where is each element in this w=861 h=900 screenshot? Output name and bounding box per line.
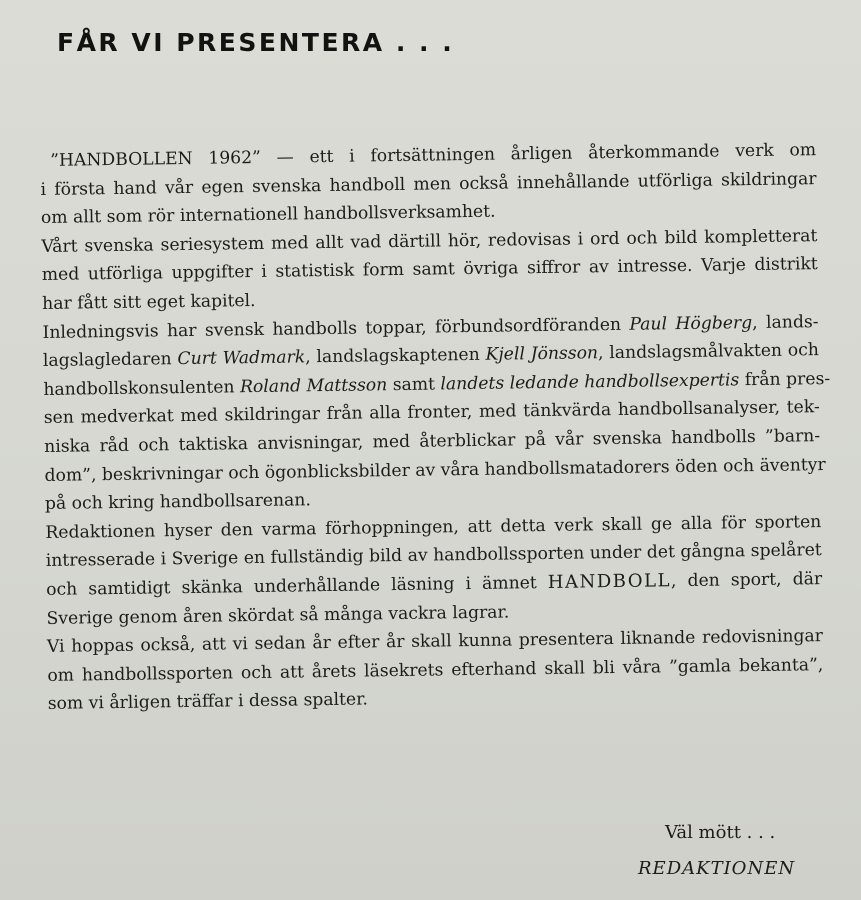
text-line: Sverige genom åren skördat så många vackra lagrar.	[46, 601, 510, 629]
text-line: om allt som rör internationell handbollsverksamhet.	[40, 201, 496, 229]
text-line: intresserade i Sverige en fullständig bild av handbollssporten under det gångna spelåret	[45, 540, 822, 572]
text-segment: , lands-	[752, 311, 819, 333]
text-line: sen medverkat med skildringar från alla fronter, med tänkvärda handbollsanalyser, tek-	[43, 397, 820, 429]
text-line: som vi årligen träffar i dessa spalter.	[47, 689, 369, 715]
text-line: på och kring handbollsarenan.	[44, 490, 312, 515]
text-line: om handbollssporten och att årets läsekrets efterhand skall bli våra ”gamla bekanta”,	[47, 654, 824, 686]
closing-greeting: Väl mött . . .	[665, 822, 776, 843]
body-text	[40, 136, 831, 719]
page-heading: FÅR VI PRESENTERA . . .	[57, 28, 455, 57]
closing-signature: REDAKTIONEN	[638, 858, 796, 879]
text-line: med utförliga uppgifter i statistisk form samt övriga siffror av intresse. Varje distrikt	[41, 254, 818, 286]
person-name-curt-wadmark: Curt Wadmark	[177, 347, 306, 370]
person-name-roland-mattsson: Roland Mattsson	[239, 374, 388, 397]
text-line: Redaktionen hyser den varma förhoppningen, att detta verk skall ge alla för sporten	[45, 511, 822, 543]
text-line: niska råd och taktiska anvisningar, med återblickar på vår svenska handbolls ”barn-	[44, 426, 821, 457]
text-segment: handbollskonsulenten	[43, 376, 241, 400]
text-line: Vårt svenska seriesystem med allt vad därtill hör, redovisas i ord och bild kompletterat	[41, 225, 818, 257]
italic-phrase-expertis: landets ledande handbollsexpertis	[440, 370, 740, 395]
person-name-kjell-jonsson: Kjell Jönsson	[485, 343, 599, 365]
text-segment: lagslagledaren	[42, 349, 178, 372]
text-line: dom”, beskrivningar och ögonblicksbilder av våra handbollsmatadorers öden och äventyr	[44, 454, 826, 486]
text-line: har fått sitt eget kapitel.	[42, 290, 256, 314]
text-segment: Inledningsvis har svensk handbolls toppar, förbundsordföranden	[42, 314, 630, 343]
text-segment: , den sport, där	[670, 569, 823, 592]
text-line: i första hand vår egen svenska handboll men också innehållande utförliga skildringar	[40, 168, 817, 200]
text-line: ”HANDBOLLEN 1962” — ett i fortsättningen årligen återkommande verk om	[50, 140, 817, 171]
text-segment: , landslagskaptenen	[305, 344, 486, 368]
text-segment: från pres-	[739, 368, 831, 391]
text-line: Vi hoppas också, att vi sedan år efter år skall kunna presentera liknande redovisningar	[46, 626, 824, 658]
text-segment: och samtidigt skänka underhållande läsning i ämnet	[46, 572, 548, 600]
text-segment: , landslagsmålvakten och	[597, 340, 820, 364]
person-name-paul-hogberg: Paul Högberg	[629, 312, 753, 335]
text-segment: samt	[387, 374, 441, 395]
caps-word-handboll: HANDBOLL	[547, 570, 672, 593]
